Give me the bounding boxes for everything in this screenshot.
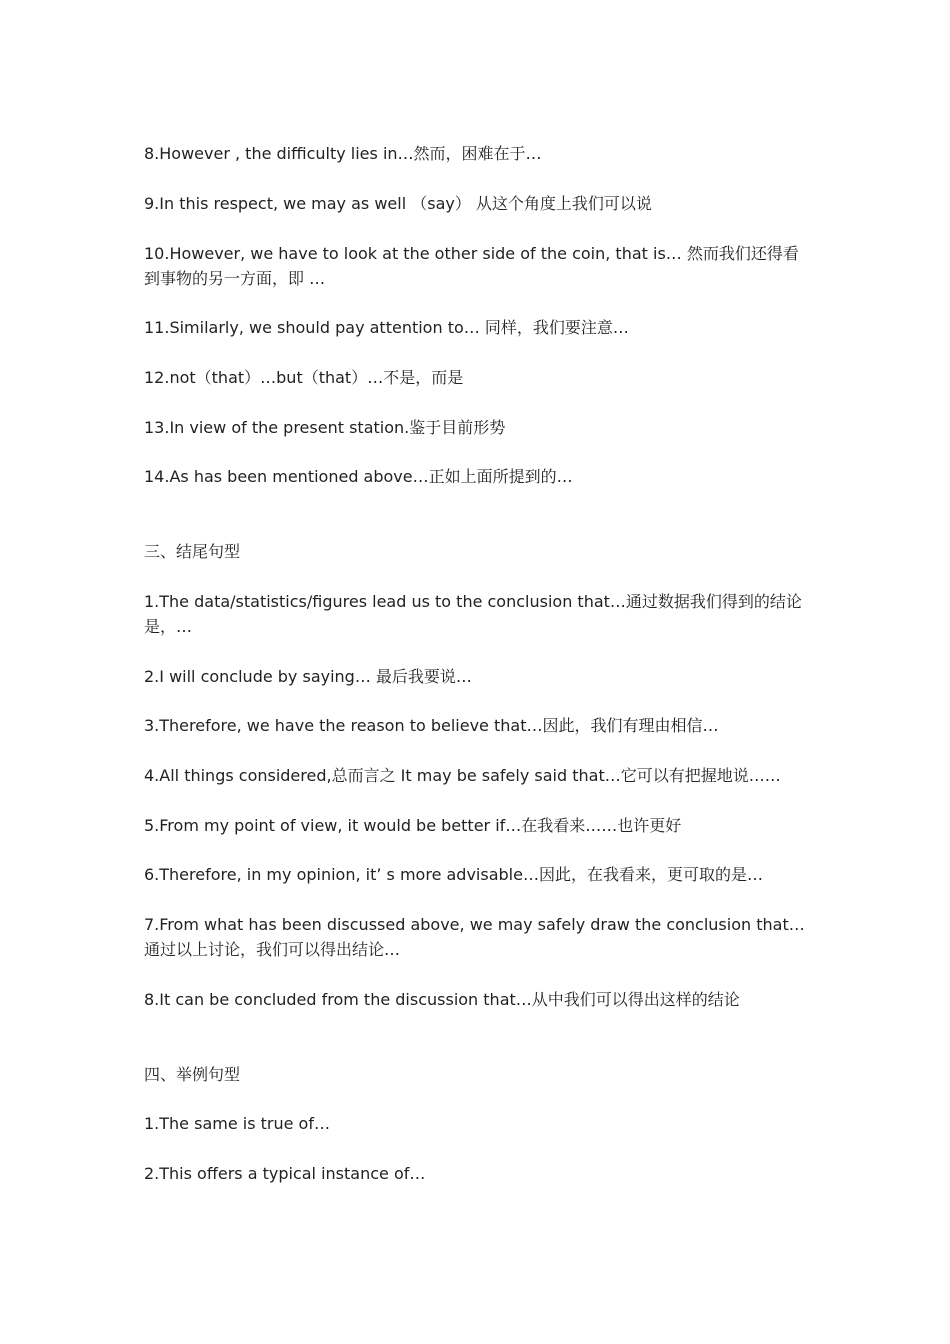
- phrase-item: 1.The same is true of…: [144, 1114, 330, 1133]
- phrase-item: 11.Similarly, we should pay attention to… 同样，我们要注意…: [144, 318, 629, 337]
- phrase-item: 14.As has been mentioned above…正如上面所提到的…: [144, 467, 573, 486]
- phrase-item: 8.It can be concluded from the discussion that…从中我们可以得出这样的结论: [144, 990, 740, 1009]
- phrase-item: 4.All things considered,总而言之 It may be safely said that…它可以有把握地说……: [144, 766, 781, 785]
- phrase-item: 2.I will conclude by saying… 最后我要说…: [144, 667, 472, 686]
- phrase-item: 6.Therefore, in my opinion, it’ s more advisable…因此，在我看来，更可取的是…: [144, 865, 763, 884]
- phrase-item: 12.not（that）…but（that）…不是，而是: [144, 368, 464, 387]
- section-heading: 四、举例句型: [144, 1065, 241, 1084]
- phrase-item: 3.Therefore, we have the reason to believe that…因此，我们有理由相信…: [144, 716, 719, 735]
- section-heading: 三、结尾句型: [144, 542, 241, 561]
- phrase-item: 10.However, we have to look at the other side of the coin, that is… 然而我们还得看到事物的另一方面，即 …: [144, 244, 799, 288]
- phrase-item: 8.However , the difficulty lies in…然而，困难在于…: [144, 144, 542, 163]
- phrase-item: 7.From what has been discussed above, we may safely draw the conclusion that…通过以上讨论，我们可以得出结论…: [144, 915, 805, 959]
- phrase-item: 2.This offers a typical instance of…: [144, 1164, 426, 1183]
- phrase-item: 1.The data/statistics/figures lead us to the conclusion that…通过数据我们得到的结论是，…: [144, 592, 802, 636]
- phrase-item: 5.From my point of view, it would be better if…在我看来……也许更好: [144, 816, 682, 835]
- phrase-item: 9.In this respect, we may as well （say） 从这个角度上我们可以说: [144, 194, 652, 213]
- phrase-item: 13.In view of the present station.鉴于目前形势: [144, 418, 506, 437]
